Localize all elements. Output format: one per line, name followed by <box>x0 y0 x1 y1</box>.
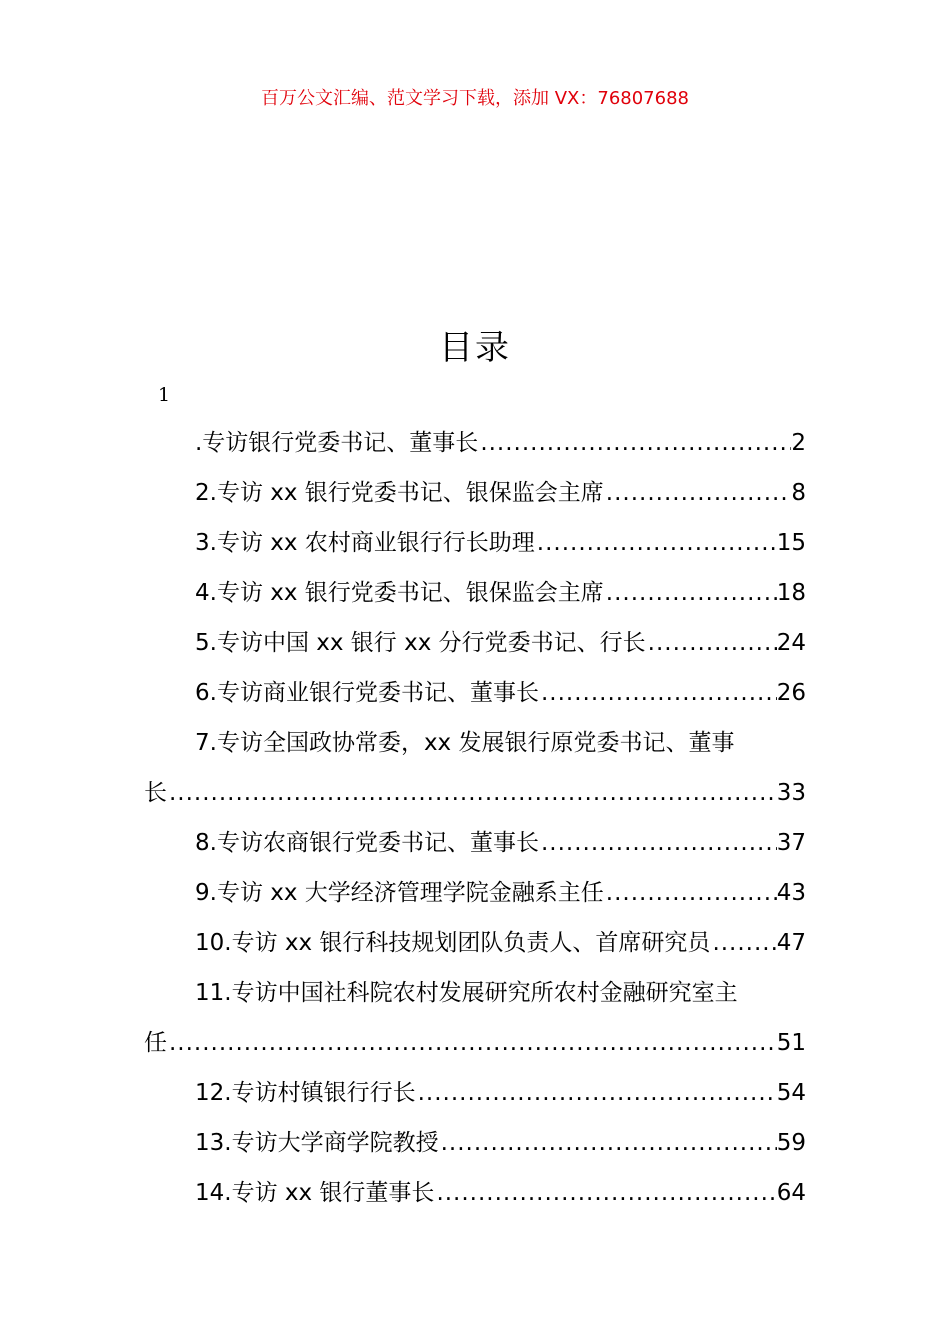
toc-entry-page: 24 <box>776 630 806 656</box>
toc-entry[interactable] <box>144 468 806 518</box>
toc-entry-title: 10.专访 xx 银行科技规划团队负责人、首席研究员 <box>195 930 711 956</box>
page-number: 1 <box>158 384 171 406</box>
toc-leader <box>439 1118 777 1168</box>
toc-entry[interactable] <box>144 618 806 668</box>
toc-entry-title: 2.专访 xx 银行党委书记、银保监会主席 <box>195 480 604 506</box>
toc-entry-page: 15 <box>776 530 806 556</box>
toc-entry-page: 2 <box>791 430 806 456</box>
toc-entry[interactable] <box>144 818 806 868</box>
toc-leader <box>535 518 777 568</box>
toc-leader <box>416 1068 777 1118</box>
toc-entry-title: .专访银行党委书记、董事长 <box>195 430 479 456</box>
toc-leader <box>167 768 777 818</box>
toc-entry-page: 8 <box>791 480 806 506</box>
toc-entry[interactable] <box>144 418 806 468</box>
toc-entry[interactable] <box>144 918 806 968</box>
toc-entry-title: 8.专访农商银行党委书记、董事长 <box>195 830 539 856</box>
toc-leader <box>646 618 777 668</box>
toc-entry-title: 11.专访中国社科院农村发展研究所农村金融研究室主 <box>195 980 738 1006</box>
toc-entry-page: 54 <box>776 1080 806 1106</box>
toc-entry-page: 59 <box>776 1130 806 1156</box>
toc-entry[interactable] <box>144 568 806 618</box>
toc-entry-page: 33 <box>776 780 806 806</box>
toc-entry-title: 6.专访商业银行党委书记、董事长 <box>195 680 539 706</box>
toc-entry-wrapped[interactable] <box>144 718 806 768</box>
toc-entry-wrapped[interactable] <box>144 968 806 1018</box>
toc-leader <box>539 668 777 718</box>
toc-entry-title: 9.专访 xx 大学经济管理学院金融系主任 <box>195 880 604 906</box>
toc-entry-title: 12.专访村镇银行行长 <box>195 1080 416 1106</box>
toc-entry-title: 13.专访大学商学院教授 <box>195 1130 439 1156</box>
toc-entry-continuation[interactable] <box>144 768 806 818</box>
toc-entry-title-continuation: 任 <box>144 1030 167 1056</box>
watermark-header: 百万公文汇编、范文学习下载，添加 VX：76807688 <box>261 88 689 109</box>
toc-entry-page: 51 <box>776 1030 806 1056</box>
toc-leader <box>478 418 791 468</box>
toc-entry-title: 14.专访 xx 银行董事长 <box>195 1180 435 1206</box>
toc-leader <box>434 1168 776 1218</box>
toc-entry-page: 64 <box>776 1180 806 1206</box>
toc-entry-page: 37 <box>776 830 806 856</box>
toc-entry[interactable] <box>144 1168 806 1218</box>
toc-entry[interactable] <box>144 868 806 918</box>
toc-entry-page: 26 <box>776 680 806 706</box>
toc-entry-title-continuation: 长 <box>144 780 167 806</box>
toc-entry-title: 5.专访中国 xx 银行 xx 分行党委书记、行长 <box>195 630 646 656</box>
toc-leader <box>604 868 777 918</box>
toc-entry[interactable] <box>144 518 806 568</box>
toc-entry-page: 43 <box>776 880 806 906</box>
toc-entry[interactable] <box>144 1118 806 1168</box>
toc-leader <box>167 1018 777 1068</box>
toc-entry-title: 4.专访 xx 银行党委书记、银保监会主席 <box>195 580 604 606</box>
toc-entry-page: 47 <box>776 930 806 956</box>
toc-leader <box>539 818 777 868</box>
table-of-contents <box>144 418 806 1218</box>
toc-entry-continuation[interactable] <box>144 1018 806 1068</box>
toc-entry-title: 3.专访 xx 农村商业银行行长助理 <box>195 530 535 556</box>
toc-entry-page: 18 <box>776 580 806 606</box>
toc-leader <box>604 468 792 518</box>
toc-entry[interactable] <box>144 1068 806 1118</box>
toc-entry[interactable] <box>144 668 806 718</box>
toc-entry-title: 7.专访全国政协常委，xx 发展银行原党委书记、董事 <box>195 730 735 756</box>
toc-leader <box>710 918 776 968</box>
page-title: 目录 <box>439 328 511 368</box>
toc-leader <box>604 568 777 618</box>
